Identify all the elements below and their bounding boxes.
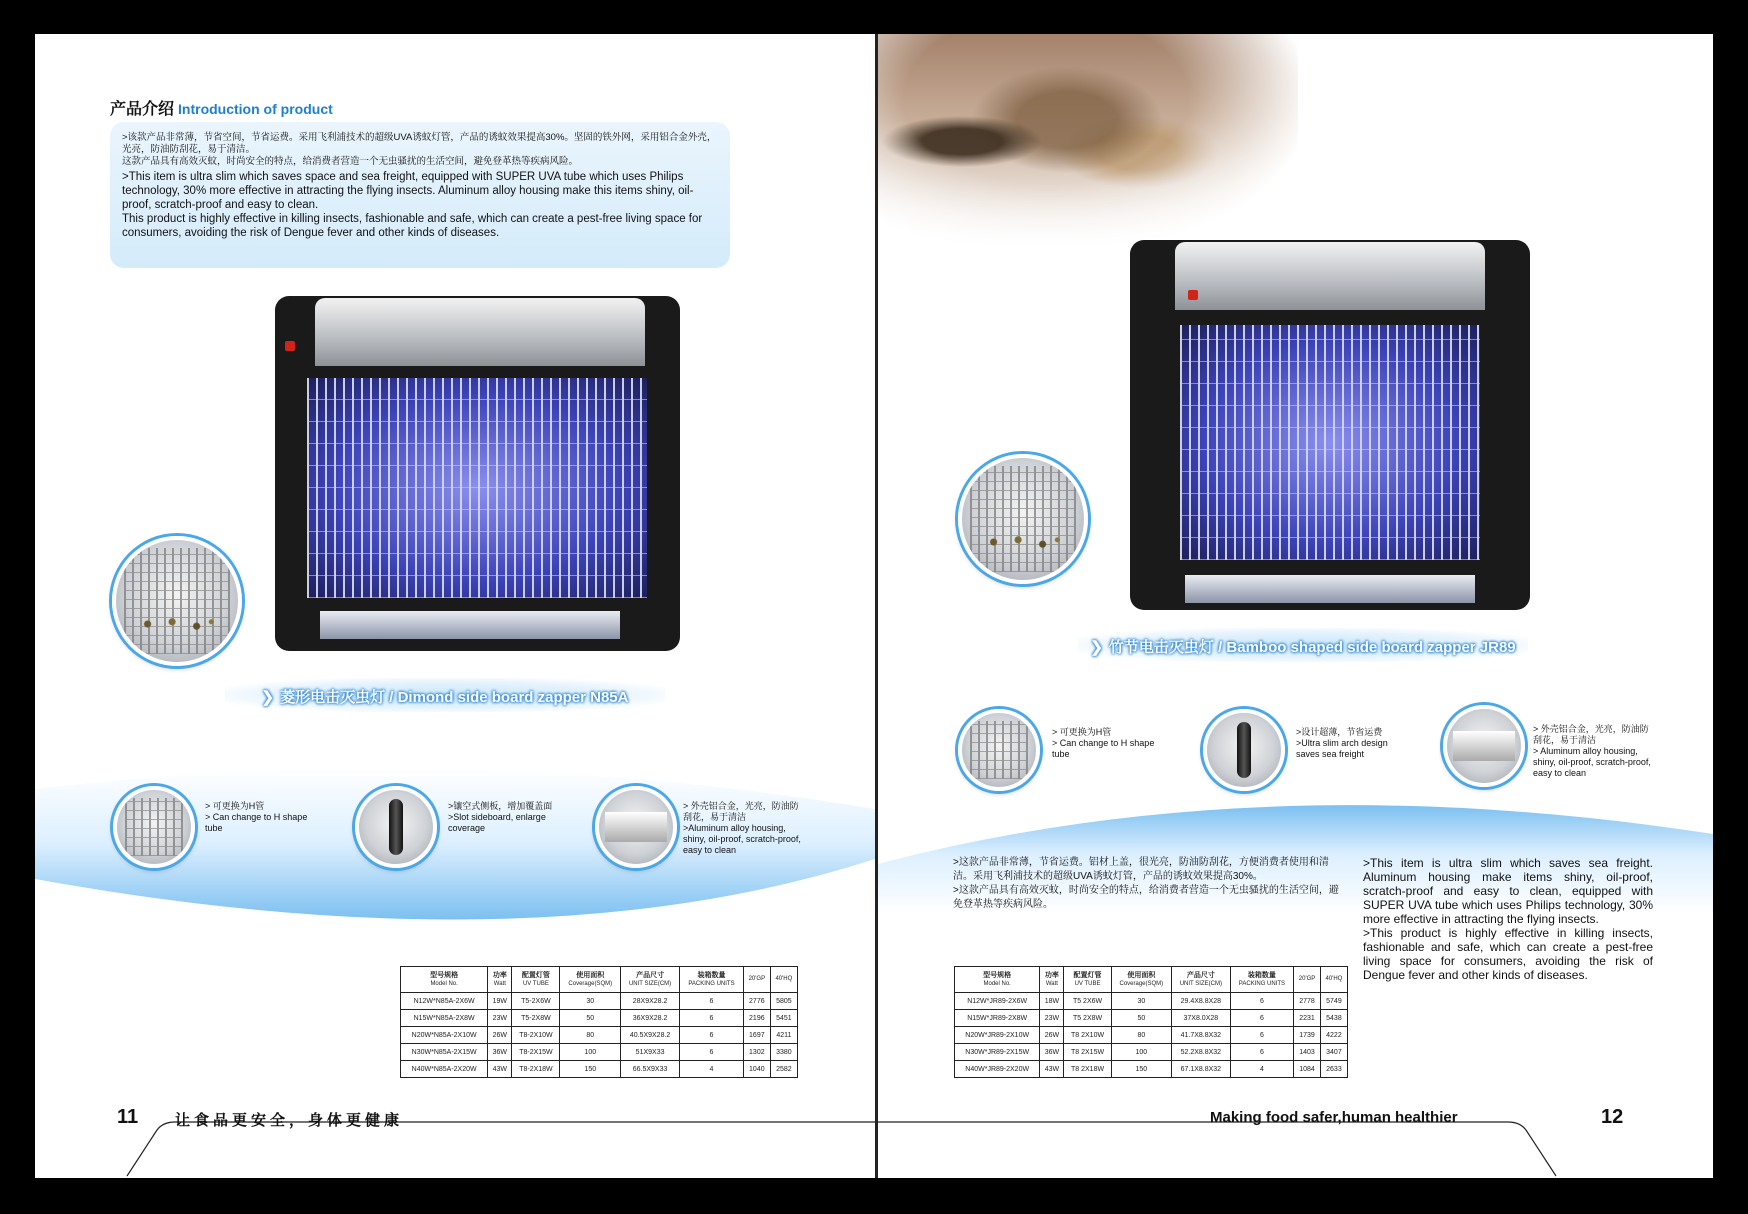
table-cell: 51X9X33 — [621, 1044, 680, 1061]
table-cell: 1040 — [743, 1061, 770, 1078]
table-header: 功率 Watt — [488, 967, 512, 993]
table-cell: N20W*N85A-2X10W — [401, 1027, 488, 1044]
table-header: 使用面积 Coverage(SQM) — [560, 967, 621, 993]
table-cell: T8 2X10W — [1064, 1027, 1111, 1044]
page-number: 11 — [117, 1106, 139, 1128]
section-title-en: Introduction of product — [178, 101, 333, 117]
table-cell: 80 — [560, 1027, 621, 1044]
table-cell: T8 2X18W — [1064, 1061, 1111, 1078]
feature-3-text: > 外壳铝合金，光亮，防油防刮花，易于清洁 > Aluminum alloy housing, shiny, oil-proof, scratch-proof, easy to clean — [1533, 724, 1651, 778]
desc-en: >This item is ultra slim which saves sea freight. Aluminum housing make items shiny, oil-proof, scratch-proof and easy to clean, equipped with SUPER UVA tube which uses Philips technology, 30% more effective in attracting the flying insects. >This product is highly effective in killing insects, fashionable and safe, which can create a pest-free living space for consumers, avoiding the risk of Dengue fever and other kinds of diseases. — [1363, 856, 1653, 982]
page-left — [35, 34, 875, 1178]
table-cell: 41.7X8.8X32 — [1172, 1027, 1231, 1044]
product-image-jr89 — [1130, 240, 1535, 640]
table-header: 功率 Watt — [1040, 967, 1064, 993]
table-header-row — [401, 967, 798, 993]
table-header: 装箱数量 PACKING UNITS — [680, 967, 744, 993]
table-cell: 2231 — [1294, 1010, 1321, 1027]
table-cell: T5 2X8W — [1064, 1010, 1111, 1027]
table-cell: T8-2X10W — [512, 1027, 560, 1044]
section-title — [110, 96, 333, 119]
table-cell: 2582 — [770, 1061, 797, 1078]
table-cell: 6 — [680, 1044, 744, 1061]
table-cell: 26W — [1040, 1027, 1064, 1044]
table-cell: N15W*JR89-2X8W — [955, 1010, 1040, 1027]
table-cell: 2776 — [743, 993, 770, 1010]
table-cell: 6 — [680, 1027, 744, 1044]
table-cell: 6 — [1230, 1044, 1294, 1061]
table-cell: 18W — [1040, 993, 1064, 1010]
table-row — [955, 1044, 1348, 1061]
table-cell: N12W*N85A-2X6W — [401, 993, 488, 1010]
feature-circle-housing — [1443, 705, 1525, 787]
table-cell: 5749 — [1320, 993, 1347, 1010]
table-cell: N40W*JR89-2X20W — [955, 1061, 1040, 1078]
table-cell: 2778 — [1294, 993, 1321, 1010]
table-cell: 36X9X28.2 — [621, 1010, 680, 1027]
table-cell: 1697 — [743, 1027, 770, 1044]
table-cell: 36W — [488, 1044, 512, 1061]
table-cell: 6 — [1230, 1010, 1294, 1027]
table-cell: 30 — [560, 993, 621, 1010]
table-cell: N12W*JR89-2X6W — [955, 993, 1040, 1010]
feature-1-text: > 可更换为H管 > Can change to H shape tube — [1052, 727, 1155, 759]
feature-2-text: >镶空式侧板，增加覆盖面 >Slot sideboard, enlarge coverage — [448, 801, 553, 833]
section-title-cn: 产品介绍 — [110, 101, 175, 118]
table-row — [955, 1061, 1348, 1078]
table-cell: 36W — [1040, 1044, 1064, 1061]
chevron-right-icon: ❯ — [1090, 639, 1103, 656]
table-row — [401, 1044, 798, 1061]
table-cell: N30W*N85A-2X15W — [401, 1044, 488, 1061]
table-header: 产品尺寸 UNIT SIZE(CM) — [1172, 967, 1231, 993]
table-cell: 4222 — [1320, 1027, 1347, 1044]
table-cell: 2196 — [743, 1010, 770, 1027]
table-row — [401, 1061, 798, 1078]
table-cell: 6 — [1230, 993, 1294, 1010]
power-switch-icon — [1188, 290, 1198, 300]
table-cell: 6 — [680, 1010, 744, 1027]
spec-table-n85a — [400, 966, 798, 1078]
footer-line — [35, 1094, 875, 1178]
table-cell: 150 — [1111, 1061, 1171, 1078]
table-cell: 1084 — [1294, 1061, 1321, 1078]
feature-1-text: > 可更换为H管 > Can change to H shape tube — [205, 801, 308, 833]
table-cell: T8-2X15W — [512, 1044, 560, 1061]
power-switch-icon — [285, 341, 295, 351]
table-cell: 150 — [560, 1061, 621, 1078]
table-cell: 1739 — [1294, 1027, 1321, 1044]
feature-circle-housing — [595, 786, 677, 868]
intro-cn: >该款产品非常薄，节省空间，节省运费。采用飞利浦技术的超级UVA诱蚊灯管，产品的诱蚊效果提高30%。坚固的铁外网，采用铝合金外壳，光亮，防油防刮花，易于清洁。 — [122, 132, 717, 155]
table-cell: 100 — [1111, 1044, 1171, 1061]
table-cell: 37X8.0X28 — [1172, 1010, 1231, 1027]
feature-circle-tube — [958, 709, 1040, 791]
table-header: 型号规格 Model No. — [955, 967, 1040, 993]
table-row — [401, 993, 798, 1010]
table-cell: 19W — [488, 993, 512, 1010]
table-cell: 4 — [680, 1061, 744, 1078]
table-row — [401, 1010, 798, 1027]
slogan: Making food safer,human healthier — [1210, 1109, 1458, 1126]
table-cell: 5438 — [1320, 1010, 1347, 1027]
feature-2-text: >设计超薄，节省运费 >Ultra slim arch design saves sea freight — [1296, 727, 1388, 759]
table-header: 40'HQ — [770, 967, 797, 993]
table-cell: 2633 — [1320, 1061, 1347, 1078]
table-cell: T5 2X6W — [1064, 993, 1111, 1010]
banner-text: 竹节电击灭虫灯 / Bamboo shaped side board zapper JR89 — [1108, 639, 1516, 656]
table-cell: N40W*N85A-2X20W — [401, 1061, 488, 1078]
table-cell: 4 — [1230, 1061, 1294, 1078]
feature-circle-tube — [113, 786, 195, 868]
table-cell: N20W*JR89-2X10W — [955, 1027, 1040, 1044]
table-header-row — [955, 967, 1348, 993]
spec-table-jr89 — [954, 966, 1348, 1078]
table-header: 产品尺寸 UNIT SIZE(CM) — [621, 967, 680, 993]
product-image-n85a — [275, 296, 685, 656]
table-cell: 3407 — [1320, 1044, 1347, 1061]
intro-en: >This item is ultra slim which saves space and sea freight, equipped with SUPER UVA tube which uses Philips technology, 30% more effective in attracting the flying insects. Aluminum alloy housing make this items shiny, oil-proof, scratch-proof and easy to clean. — [122, 171, 694, 211]
slogan: 让食品更安全，身体更健康 — [175, 1112, 404, 1129]
feature-circle-tube-profile — [1203, 709, 1285, 791]
feature-circle-sideboard — [355, 786, 437, 868]
intro-box — [110, 122, 730, 268]
table-cell: 5805 — [770, 993, 797, 1010]
table-cell: N30W*JR89-2X15W — [955, 1044, 1040, 1061]
table-cell: 6 — [680, 993, 744, 1010]
table-header: 20'GP — [1294, 967, 1321, 993]
banner-text: 菱形电击灭虫灯 / Dimond side board zapper N85A — [280, 689, 629, 706]
table-header: 20'GP — [743, 967, 770, 993]
table-cell: 66.5X9X33 — [621, 1061, 680, 1078]
table-cell: N15W*N85A-2X8W — [401, 1010, 488, 1027]
table-cell: 26W — [488, 1027, 512, 1044]
table-header: 型号规格 Model No. — [401, 967, 488, 993]
product-banner-n85a — [225, 678, 665, 712]
table-cell: 3380 — [770, 1044, 797, 1061]
table-cell: 4211 — [770, 1027, 797, 1044]
table-row — [955, 1010, 1348, 1027]
table-cell: 6 — [1230, 1027, 1294, 1044]
table-cell: T8 2X15W — [1064, 1044, 1111, 1061]
restaurant-photo — [878, 34, 1298, 249]
detail-circle-grid — [112, 536, 242, 666]
intro-en-2: This product is highly effective in killing insects, fashionable and safe, which can create a pest-free living space for consumers, avoiding the risk of Dengue fever and other kinds of diseases. — [122, 213, 703, 239]
table-cell: T5-2X8W — [512, 1010, 560, 1027]
table-header: 使用面积 Coverage(SQM) — [1111, 967, 1171, 993]
table-cell: T8-2X18W — [512, 1061, 560, 1078]
table-row — [401, 1027, 798, 1044]
table-cell: 100 — [560, 1044, 621, 1061]
table-cell: 43W — [1040, 1061, 1064, 1078]
table-cell: 50 — [1111, 1010, 1171, 1027]
table-row — [955, 993, 1348, 1010]
table-cell: 30 — [1111, 993, 1171, 1010]
table-cell: 29.4X8.8X28 — [1172, 993, 1231, 1010]
table-cell: 1403 — [1294, 1044, 1321, 1061]
table-cell: 40.5X9X28.2 — [621, 1027, 680, 1044]
desc-cn: >这款产品非常薄，节省运费。铝材上盖，很光亮，防油防刮花，方便消费者使用和清洁。采用飞利浦技术的超级UVA诱蚊灯管，产品的诱蚊效果提高30%。 >这款产品具有高效灭蚊，时尚安全的特点，给消费者营造一个无虫骚扰的生活空间，避免登革热等疾病风险。 — [953, 857, 1339, 910]
feature-3-text: > 外壳铝合金，光亮，防油防刮花，易于清洁 >Aluminum alloy housing, shiny, oil-proof, scratch-proof, easy to clean — [683, 801, 801, 855]
intro-cn-2: 这款产品具有高效灭蚊，时尚安全的特点，给消费者营造一个无虫骚扰的生活空间，避免登革热等疾病风险。 — [122, 156, 579, 167]
table-cell: 43W — [488, 1061, 512, 1078]
table-cell: 23W — [488, 1010, 512, 1027]
table-header: 配置灯管 UV TUBE — [512, 967, 560, 993]
table-cell: 23W — [1040, 1010, 1064, 1027]
table-row — [955, 1027, 1348, 1044]
table-cell: 52.2X8.8X32 — [1172, 1044, 1231, 1061]
table-cell: T5-2X6W — [512, 993, 560, 1010]
table-header: 配置灯管 UV TUBE — [1064, 967, 1111, 993]
table-cell: 50 — [560, 1010, 621, 1027]
table-cell: 1302 — [743, 1044, 770, 1061]
product-banner-jr89 — [1078, 628, 1528, 662]
table-cell: 80 — [1111, 1027, 1171, 1044]
table-cell: 67.1X8.8X32 — [1172, 1061, 1231, 1078]
chevron-right-icon: ❯ — [261, 689, 275, 706]
table-cell: 28X9X28.2 — [621, 993, 680, 1010]
page-number: 12 — [1601, 1106, 1624, 1128]
table-header: 装箱数量 PACKING UNITS — [1230, 967, 1294, 993]
table-header: 40'HQ — [1320, 967, 1347, 993]
page-right — [878, 34, 1713, 1178]
table-cell: 5451 — [770, 1010, 797, 1027]
footer-line — [878, 1094, 1713, 1178]
detail-circle-grid — [958, 454, 1088, 584]
